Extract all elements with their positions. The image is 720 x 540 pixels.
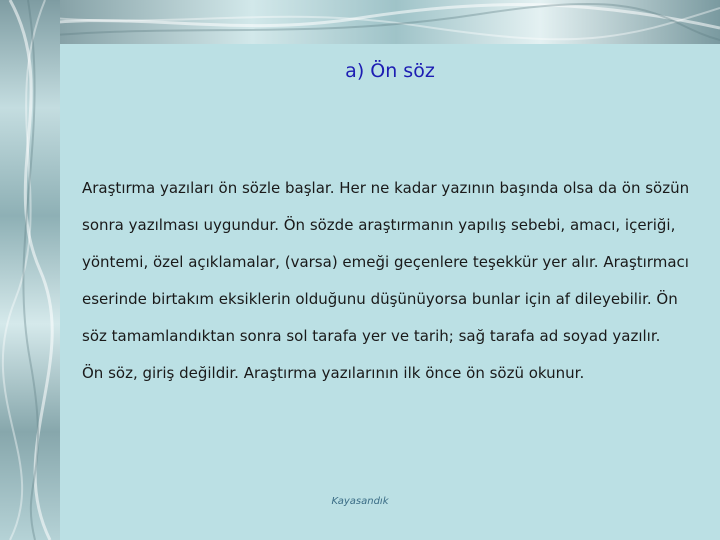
body-paragraph-2: Ön söz, giriş değildir. Araştırma yazılarının ilk önce ön sözü okunur. [82,364,585,382]
top-band-swirl-graphic [0,0,720,44]
slide-footer: Kayasandık [331,496,389,507]
top-decorative-band [0,0,720,44]
body-paragraph-1: Araştırma yazıları ön sözle başlar. Her ne kadar yazının başında olsa da ön sözün sonra yazılması uygundur. Ön sözde araştırmanın yapılış sebebi, amacı, içeriği, yöntemi, özel açıklamalar, (varsa) emeği geçenlere teşekkür yer alır. Araştırmacı eserinde birtakım eksiklerin olduğunu düşünüyorsa bunlar için af dileyebilir. Ön söz tamamlandıktan sonra sol tarafa yer ve tarih; sağ tarafa ad soyad yazılır. [82,179,690,345]
left-decorative-band [0,0,60,540]
slide-title: a) Ön söz [345,60,435,82]
left-band-swirl-graphic [0,0,60,540]
slide-body [82,170,692,392]
